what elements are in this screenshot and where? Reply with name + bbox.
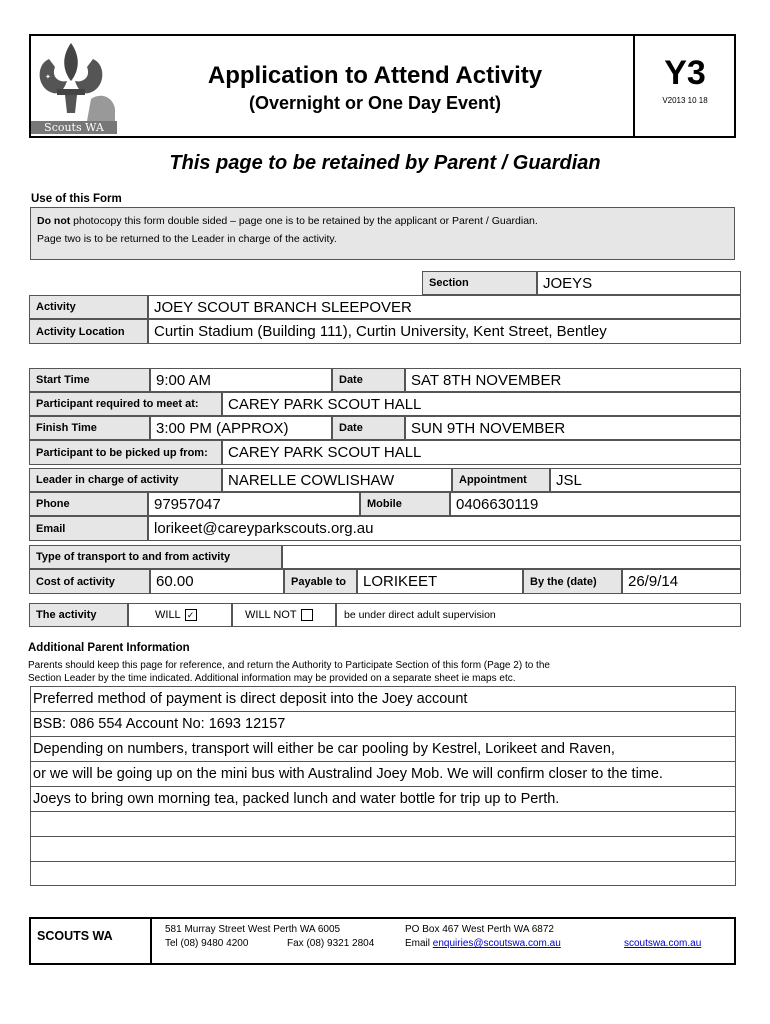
finish-time-value[interactable]: 3:00 PM (APPROX): [150, 416, 332, 440]
info-line[interactable]: [30, 837, 735, 862]
footer-email-prefix: Email: [405, 938, 433, 949]
activity-value[interactable]: JOEY SCOUT BRANCH SLEEPOVER: [148, 295, 741, 319]
info-line[interactable]: [30, 812, 735, 837]
phone-value[interactable]: 97957047: [148, 492, 360, 516]
email-label: Email: [29, 516, 148, 541]
additional-intro-2: Section Leader by the time indicated. Additional information may be provided on a separate sheet ie maps etc.: [28, 673, 516, 684]
appointment-value[interactable]: JSL: [550, 468, 741, 492]
pickup-label: Participant to be picked up from:: [29, 440, 222, 465]
footer-email-line: [405, 938, 561, 949]
cost-value[interactable]: 60.00: [150, 569, 284, 594]
finish-date-value[interactable]: SUN 9TH NOVEMBER: [405, 416, 741, 440]
info-line[interactable]: BSB: 086 554 Account No: 1693 12157: [30, 712, 735, 737]
form-version: V2013 10 18: [662, 96, 708, 105]
scouts-logo: [31, 37, 117, 135]
leader-label: Leader in charge of activity: [29, 468, 222, 492]
appointment-label: Appointment: [452, 468, 550, 492]
svg-text:✦: ✦: [39, 46, 46, 55]
meet-at-label: Participant required to meet at:: [29, 392, 222, 416]
use-of-form-heading: Use of this Form: [31, 193, 122, 205]
logo-text: Scouts WA: [31, 121, 117, 134]
svg-text:✦: ✦: [45, 74, 51, 81]
supervision-label: The activity: [29, 603, 128, 627]
section-label: Section: [422, 271, 537, 295]
will-option[interactable]: [128, 603, 232, 627]
footer-email-link[interactable]: enquiries@scoutswa.com.au: [432, 938, 561, 949]
info-line[interactable]: or we will be going up on the mini bus with Australind Joey Mob. We will confirm closer to the time.: [30, 762, 735, 787]
retained-notice: This page to be retained by Parent / Guardian: [169, 152, 601, 174]
info-line[interactable]: Preferred method of payment is direct deposit into the Joey account: [30, 687, 735, 712]
transport-value[interactable]: [282, 545, 741, 569]
footer-fax: Fax (08) 9321 2804: [287, 938, 375, 949]
additional-intro-1: Parents should keep this page for reference, and return the Authority to Participate Section of this form (Page 2) to the: [28, 660, 550, 671]
location-value[interactable]: Curtin Stadium (Building 111), Curtin University, Kent Street, Bentley: [148, 319, 741, 344]
mobile-value[interactable]: 0406630119: [450, 492, 741, 516]
supervision-text: be under direct adult supervision: [336, 603, 741, 627]
leader-value[interactable]: NARELLE COWLISHAW: [222, 468, 452, 492]
will-not-text: WILL NOT: [245, 609, 297, 621]
will-checkbox[interactable]: ✓: [185, 609, 197, 621]
start-time-value[interactable]: 9:00 AM: [150, 368, 332, 392]
header-divider: [633, 34, 635, 138]
will-not-checkbox[interactable]: [301, 609, 313, 621]
use-of-form-box: [30, 207, 735, 260]
form-title: Application to Attend Activity: [207, 62, 543, 89]
footer-org: SCOUTS WA: [37, 929, 113, 943]
start-time-label: Start Time: [29, 368, 150, 392]
cost-label: Cost of activity: [29, 569, 150, 594]
mobile-label: Mobile: [360, 492, 450, 516]
by-date-value[interactable]: 26/9/14: [622, 569, 741, 594]
payable-to-value[interactable]: LORIKEET: [357, 569, 523, 594]
footer-po-box: PO Box 467 West Perth WA 6872: [405, 924, 554, 935]
footer-website-link[interactable]: scoutswa.com.au: [624, 938, 702, 949]
use-of-form-line2: Page two is to be returned to the Leader in charge of the activity.: [37, 233, 337, 245]
will-not-option[interactable]: [232, 603, 336, 627]
footer-divider: [150, 917, 152, 965]
will-text: WILL: [155, 609, 181, 621]
start-date-label: Date: [332, 368, 405, 392]
footer-tel: Tel (08) 9480 4200: [165, 938, 249, 949]
finish-time-label: Finish Time: [29, 416, 150, 440]
location-label: Activity Location: [29, 319, 148, 344]
use-of-form-line1: photocopy this form double sided – page one is to be retained by the applicant or Parent / Guardian.: [70, 215, 538, 227]
additional-heading: Additional Parent Information: [28, 642, 190, 654]
footer-address: 581 Murray Street West Perth WA 6005: [165, 924, 341, 935]
info-line[interactable]: [30, 862, 735, 887]
payable-to-label: Payable to: [284, 569, 357, 594]
info-line[interactable]: Depending on numbers, transport will either be car pooling by Kestrel, Lorikeet and Raven,: [30, 737, 735, 762]
start-date-value[interactable]: SAT 8TH NOVEMBER: [405, 368, 741, 392]
finish-date-label: Date: [332, 416, 405, 440]
email-value[interactable]: lorikeet@careyparkscouts.org.au: [148, 516, 741, 541]
section-value[interactable]: JOEYS: [537, 271, 741, 295]
transport-label: Type of transport to and from activity: [29, 545, 282, 569]
by-date-label: By the (date): [523, 569, 622, 594]
form-subtitle: (Overnight or One Day Event): [248, 93, 502, 113]
info-line[interactable]: Joeys to bring own morning tea, packed lunch and water bottle for trip up to Perth.: [30, 787, 735, 812]
activity-label: Activity: [29, 295, 148, 319]
form-code: Y3: [664, 54, 706, 92]
phone-label: Phone: [29, 492, 148, 516]
pickup-value[interactable]: CAREY PARK SCOUT HALL: [222, 440, 741, 465]
meet-at-value[interactable]: CAREY PARK SCOUT HALL: [222, 392, 741, 416]
do-not-text: Do not: [37, 215, 71, 227]
